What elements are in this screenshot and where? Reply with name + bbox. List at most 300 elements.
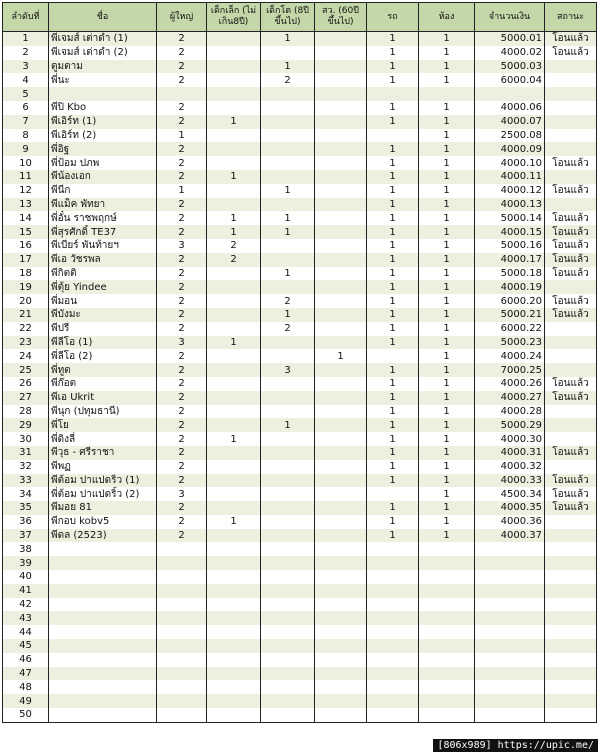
row-no: 15	[3, 225, 49, 239]
row-senior	[315, 32, 367, 46]
table-row	[3, 115, 597, 129]
row-child-small	[207, 542, 261, 556]
row-no: 11	[3, 170, 49, 184]
row-senior	[315, 515, 367, 529]
table-row	[3, 198, 597, 212]
row-car: 1	[367, 391, 419, 405]
row-no: 8	[3, 129, 49, 143]
row-amount: 2500.08	[475, 129, 545, 143]
table-row	[3, 101, 597, 115]
row-status: โอนแล้ว	[545, 294, 597, 308]
row-amount: 4000.35	[475, 501, 545, 515]
row-child-big	[261, 253, 315, 267]
row-car: 1	[367, 32, 419, 46]
row-adult: 2	[157, 142, 207, 156]
row-senior	[315, 460, 367, 474]
row-amount	[475, 694, 545, 708]
row-no: 22	[3, 322, 49, 336]
row-adult: 2	[157, 267, 207, 281]
row-amount: 4000.10	[475, 156, 545, 170]
row-adult	[157, 625, 207, 639]
row-adult: 2	[157, 170, 207, 184]
row-child-big: 3	[261, 363, 315, 377]
row-child-big: 1	[261, 225, 315, 239]
row-child-small	[207, 584, 261, 598]
row-room: 1	[419, 156, 475, 170]
row-status	[545, 336, 597, 350]
row-amount: 4000.12	[475, 184, 545, 198]
row-car	[367, 487, 419, 501]
row-status	[545, 73, 597, 87]
row-child-big	[261, 680, 315, 694]
row-senior	[315, 129, 367, 143]
row-child-big: 1	[261, 211, 315, 225]
table-row	[3, 239, 597, 253]
table-row	[3, 294, 597, 308]
row-adult	[157, 694, 207, 708]
row-senior	[315, 529, 367, 543]
row-amount: 4000.06	[475, 101, 545, 115]
row-no: 3	[3, 60, 49, 74]
table-row	[3, 405, 597, 419]
row-adult: 2	[157, 101, 207, 115]
row-name: พี่วุธ - ศรีราชา	[49, 446, 157, 460]
row-child-small	[207, 322, 261, 336]
row-car: 1	[367, 60, 419, 74]
row-adult: 2	[157, 198, 207, 212]
row-child-small	[207, 73, 261, 87]
row-status	[545, 142, 597, 156]
row-senior	[315, 198, 367, 212]
row-child-small: 1	[207, 515, 261, 529]
row-name	[49, 694, 157, 708]
row-name: พี่เบียร์ พันท้ายฯ	[49, 239, 157, 253]
row-no: 24	[3, 349, 49, 363]
row-amount: 5000.01	[475, 32, 545, 46]
row-room	[419, 611, 475, 625]
row-name: พี่ตุ้ย Yindee	[49, 280, 157, 294]
row-no: 31	[3, 446, 49, 460]
row-child-small	[207, 694, 261, 708]
row-room	[419, 570, 475, 584]
row-name: พี่ปรี	[49, 322, 157, 336]
row-amount	[475, 680, 545, 694]
row-name: พี่บังมะ	[49, 308, 157, 322]
table-row	[3, 653, 597, 667]
row-amount: 7000.25	[475, 363, 545, 377]
row-car: 1	[367, 253, 419, 267]
row-car: 1	[367, 336, 419, 350]
row-amount: 4000.19	[475, 280, 545, 294]
row-child-big	[261, 239, 315, 253]
row-status	[545, 694, 597, 708]
row-adult: 2	[157, 391, 207, 405]
row-amount: 4000.28	[475, 405, 545, 419]
row-no: 16	[3, 239, 49, 253]
row-adult: 3	[157, 239, 207, 253]
row-senior	[315, 170, 367, 184]
row-amount: 5000.29	[475, 418, 545, 432]
row-adult: 2	[157, 377, 207, 391]
row-name: พี่น้องเอก	[49, 170, 157, 184]
row-car: 1	[367, 142, 419, 156]
row-child-small	[207, 667, 261, 681]
row-child-big	[261, 446, 315, 460]
row-no: 12	[3, 184, 49, 198]
table-row	[3, 280, 597, 294]
table-row	[3, 308, 597, 322]
row-name	[49, 611, 157, 625]
row-room: 1	[419, 142, 475, 156]
row-car: 1	[367, 322, 419, 336]
header-car: รถ	[367, 3, 419, 32]
row-room: 1	[419, 184, 475, 198]
row-room: 1	[419, 349, 475, 363]
row-status	[545, 349, 597, 363]
row-adult: 2	[157, 73, 207, 87]
row-car	[367, 598, 419, 612]
row-amount: 4000.13	[475, 198, 545, 212]
table-row	[3, 639, 597, 653]
row-room: 1	[419, 405, 475, 419]
row-no: 39	[3, 556, 49, 570]
row-car: 1	[367, 363, 419, 377]
row-car: 1	[367, 225, 419, 239]
row-no: 29	[3, 418, 49, 432]
row-senior	[315, 363, 367, 377]
table-row	[3, 418, 597, 432]
row-car: 1	[367, 267, 419, 281]
row-adult: 1	[157, 184, 207, 198]
row-no: 36	[3, 515, 49, 529]
row-amount: 4000.02	[475, 46, 545, 60]
row-child-small	[207, 32, 261, 46]
row-name	[49, 542, 157, 556]
row-name	[49, 87, 157, 101]
row-child-big	[261, 115, 315, 129]
row-adult: 2	[157, 280, 207, 294]
row-senior	[315, 405, 367, 419]
row-status: โอนแล้ว	[545, 267, 597, 281]
row-child-big	[261, 405, 315, 419]
row-car: 1	[367, 446, 419, 460]
row-name: พี่เอ วัชรพล	[49, 253, 157, 267]
row-child-big	[261, 625, 315, 639]
row-child-big: 1	[261, 60, 315, 74]
row-adult: 2	[157, 225, 207, 239]
row-no: 44	[3, 625, 49, 639]
row-no: 42	[3, 598, 49, 612]
row-adult: 2	[157, 418, 207, 432]
row-child-small: 1	[207, 336, 261, 350]
row-child-small	[207, 556, 261, 570]
row-child-small	[207, 184, 261, 198]
row-room: 1	[419, 267, 475, 281]
row-status	[545, 639, 597, 653]
row-car	[367, 584, 419, 598]
row-amount: 4000.07	[475, 115, 545, 129]
row-child-small	[207, 625, 261, 639]
row-no: 49	[3, 694, 49, 708]
row-no: 47	[3, 667, 49, 681]
row-child-small: 1	[207, 115, 261, 129]
row-adult: 2	[157, 156, 207, 170]
row-name	[49, 570, 157, 584]
row-child-small	[207, 391, 261, 405]
row-name: พี่สุรศักดิ์ TE37	[49, 225, 157, 239]
row-car: 1	[367, 115, 419, 129]
row-child-small	[207, 363, 261, 377]
booking-table	[2, 2, 597, 723]
row-adult	[157, 570, 207, 584]
row-no: 2	[3, 46, 49, 60]
row-adult	[157, 584, 207, 598]
row-senior	[315, 556, 367, 570]
table-row	[3, 708, 597, 722]
row-room: 1	[419, 432, 475, 446]
table-row	[3, 322, 597, 336]
table-row	[3, 46, 597, 60]
row-status	[545, 280, 597, 294]
row-child-big	[261, 101, 315, 115]
row-name	[49, 708, 157, 722]
row-room: 1	[419, 336, 475, 350]
row-child-small	[207, 294, 261, 308]
table-row	[3, 432, 597, 446]
row-child-small	[207, 308, 261, 322]
row-child-big	[261, 584, 315, 598]
row-child-big	[261, 474, 315, 488]
row-child-small	[207, 405, 261, 419]
row-child-small	[207, 598, 261, 612]
row-child-small	[207, 474, 261, 488]
row-status	[545, 653, 597, 667]
row-status	[545, 432, 597, 446]
row-no: 13	[3, 198, 49, 212]
row-car	[367, 667, 419, 681]
row-name: พี่พฏ	[49, 460, 157, 474]
row-child-small	[207, 611, 261, 625]
row-child-big	[261, 556, 315, 570]
row-adult: 2	[157, 253, 207, 267]
row-status	[545, 529, 597, 543]
table-row	[3, 363, 597, 377]
row-name: พี่ป้อม ปภพ	[49, 156, 157, 170]
row-senior	[315, 377, 367, 391]
header-no: ลำดับที่	[3, 3, 49, 32]
row-no: 48	[3, 680, 49, 694]
row-amount: 6000.04	[475, 73, 545, 87]
table-row	[3, 391, 597, 405]
row-status	[545, 60, 597, 74]
row-no: 19	[3, 280, 49, 294]
row-child-big	[261, 708, 315, 722]
row-senior	[315, 446, 367, 460]
table-row	[3, 225, 597, 239]
row-child-small	[207, 142, 261, 156]
row-senior	[315, 253, 367, 267]
row-child-big: 1	[261, 32, 315, 46]
row-name: พี่ปิ Kbo	[49, 101, 157, 115]
row-status	[545, 87, 597, 101]
row-child-big	[261, 377, 315, 391]
table-row	[3, 129, 597, 143]
row-child-big	[261, 529, 315, 543]
row-name: พี่ลีโอ (2)	[49, 349, 157, 363]
row-no: 40	[3, 570, 49, 584]
row-adult	[157, 667, 207, 681]
row-child-big	[261, 460, 315, 474]
row-amount: 4000.37	[475, 529, 545, 543]
table-row	[3, 377, 597, 391]
header-child-big: เด็กโต (8ปีขึ้นไป)	[261, 3, 315, 32]
row-status: โอนแล้ว	[545, 211, 597, 225]
row-status: โอนแล้ว	[545, 184, 597, 198]
row-name: พี่ทูต	[49, 363, 157, 377]
row-room: 1	[419, 101, 475, 115]
row-adult: 2	[157, 32, 207, 46]
row-car: 1	[367, 170, 419, 184]
row-no: 25	[3, 363, 49, 377]
row-adult	[157, 653, 207, 667]
row-amount: 5000.16	[475, 239, 545, 253]
row-room	[419, 542, 475, 556]
row-child-small: 1	[207, 211, 261, 225]
row-child-big: 2	[261, 73, 315, 87]
row-car	[367, 653, 419, 667]
row-child-big	[261, 87, 315, 101]
row-room: 1	[419, 529, 475, 543]
row-car: 1	[367, 294, 419, 308]
row-adult	[157, 556, 207, 570]
row-no: 45	[3, 639, 49, 653]
row-amount	[475, 570, 545, 584]
row-adult: 2	[157, 60, 207, 74]
row-child-big	[261, 501, 315, 515]
row-child-small	[207, 529, 261, 543]
row-child-big	[261, 391, 315, 405]
row-room: 1	[419, 239, 475, 253]
row-car: 1	[367, 515, 419, 529]
row-status: โอนแล้ว	[545, 253, 597, 267]
row-amount	[475, 556, 545, 570]
row-room: 1	[419, 460, 475, 474]
row-status	[545, 322, 597, 336]
row-child-big	[261, 611, 315, 625]
row-name: พี่มอย 81	[49, 501, 157, 515]
row-senior	[315, 708, 367, 722]
table-row	[3, 625, 597, 639]
row-child-small: 2	[207, 253, 261, 267]
row-child-small	[207, 377, 261, 391]
row-child-big	[261, 280, 315, 294]
row-child-big	[261, 170, 315, 184]
table-row	[3, 336, 597, 350]
row-child-small	[207, 570, 261, 584]
row-amount: 5000.18	[475, 267, 545, 281]
row-amount	[475, 639, 545, 653]
row-car: 1	[367, 184, 419, 198]
row-amount	[475, 653, 545, 667]
row-no: 35	[3, 501, 49, 515]
row-car: 1	[367, 239, 419, 253]
row-room	[419, 667, 475, 681]
row-name: พี่ก๊อต	[49, 377, 157, 391]
row-senior	[315, 611, 367, 625]
row-adult	[157, 680, 207, 694]
row-status: โอนแล้ว	[545, 474, 597, 488]
row-no: 34	[3, 487, 49, 501]
row-name	[49, 598, 157, 612]
row-room	[419, 625, 475, 639]
table-row	[3, 611, 597, 625]
row-status	[545, 570, 597, 584]
row-child-big: 2	[261, 322, 315, 336]
row-adult: 2	[157, 460, 207, 474]
row-adult	[157, 708, 207, 722]
row-car: 1	[367, 418, 419, 432]
row-child-small: 1	[207, 170, 261, 184]
row-senior	[315, 653, 367, 667]
row-status	[545, 667, 597, 681]
row-room: 1	[419, 225, 475, 239]
row-room	[419, 639, 475, 653]
row-no: 5	[3, 87, 49, 101]
header-room: ห้อง	[419, 3, 475, 32]
row-adult: 2	[157, 432, 207, 446]
row-child-big	[261, 653, 315, 667]
table-row	[3, 267, 597, 281]
row-car: 1	[367, 460, 419, 474]
row-room: 1	[419, 73, 475, 87]
row-amount: 4000.17	[475, 253, 545, 267]
table-row	[3, 501, 597, 515]
row-child-big: 1	[261, 267, 315, 281]
row-adult	[157, 639, 207, 653]
row-senior	[315, 584, 367, 598]
row-senior	[315, 418, 367, 432]
row-car	[367, 87, 419, 101]
row-senior	[315, 322, 367, 336]
row-room: 1	[419, 211, 475, 225]
row-no: 4	[3, 73, 49, 87]
row-child-big	[261, 349, 315, 363]
row-adult: 1	[157, 129, 207, 143]
row-car: 1	[367, 280, 419, 294]
row-car	[367, 694, 419, 708]
row-adult: 2	[157, 294, 207, 308]
row-car	[367, 542, 419, 556]
row-senior	[315, 336, 367, 350]
row-room: 1	[419, 294, 475, 308]
row-status	[545, 115, 597, 129]
row-status	[545, 101, 597, 115]
row-child-small	[207, 87, 261, 101]
row-status	[545, 625, 597, 639]
row-name: พี่ดล (2523)	[49, 529, 157, 543]
row-adult: 2	[157, 46, 207, 60]
row-car: 1	[367, 211, 419, 225]
row-amount: 4000.36	[475, 515, 545, 529]
row-name: พี่นุก (ปทุมธานี)	[49, 405, 157, 419]
row-senior	[315, 73, 367, 87]
row-child-small	[207, 487, 261, 501]
row-room: 1	[419, 60, 475, 74]
row-adult	[157, 611, 207, 625]
row-name: พี่อิฐ	[49, 142, 157, 156]
row-adult: 2	[157, 529, 207, 543]
table-row	[3, 460, 597, 474]
